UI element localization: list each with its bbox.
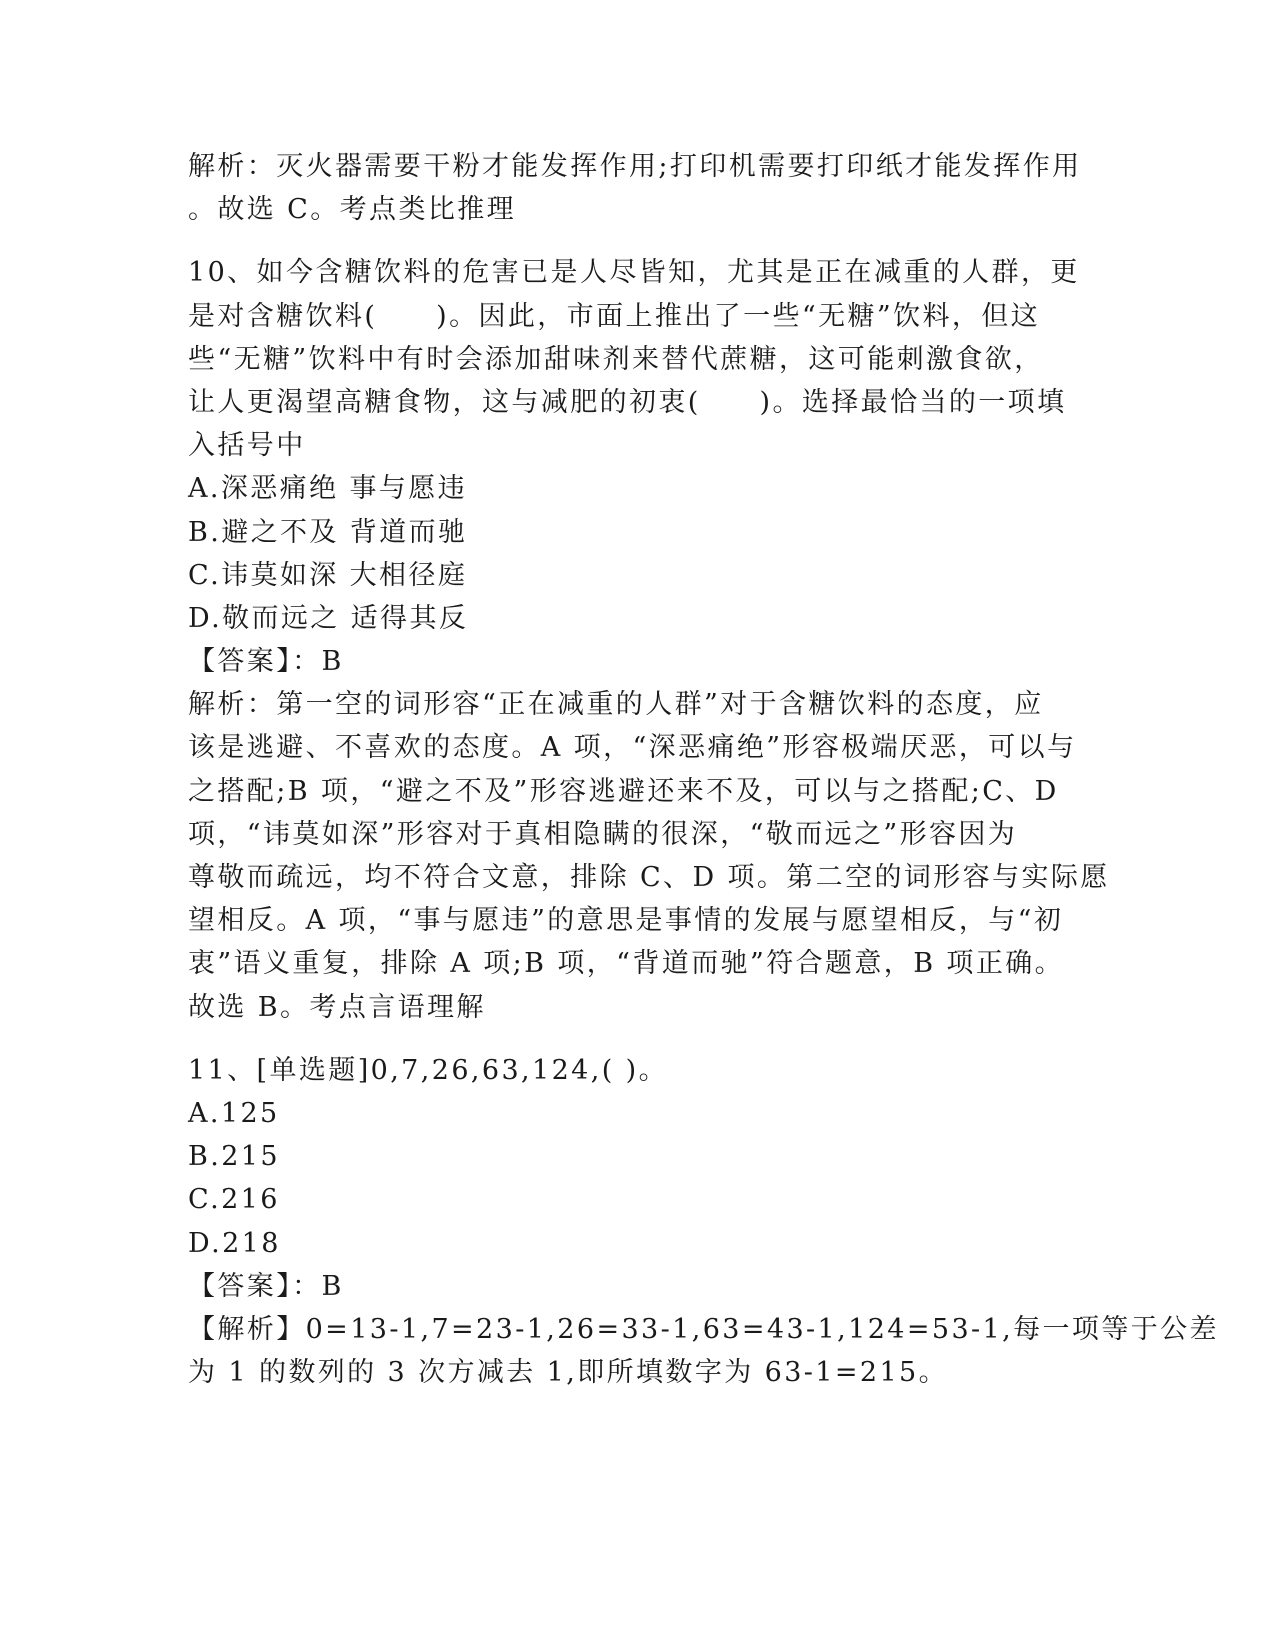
q10-analysis-line: 故选 B。考点言语理解 xyxy=(188,991,486,1023)
q10-analysis-line: 解析：第一空的词形容“正在减重的人群”对于含糖饮料的态度，应 xyxy=(188,689,1044,721)
q10-option-d: D.敬而远之 适得其反 xyxy=(188,602,469,634)
q10-analysis-line: 衷”语义重复，排除 A 项;B 项，“背道而驰”符合题意，B 项正确。 xyxy=(188,948,1065,980)
q10-option-a: A.深恶痛绝 事与愿违 xyxy=(188,473,468,505)
q10-option-c: C.讳莫如深 大相径庭 xyxy=(188,559,468,591)
q10-analysis-line: 项，“讳莫如深”形容对于真相隐瞒的很深，“敬而远之”形容因为 xyxy=(188,818,1018,850)
q9-analysis-line: 。故选 C。考点类比推理 xyxy=(188,194,517,226)
q11-answer: 【答案】：B xyxy=(188,1270,344,1302)
q9-analysis-line: 解析：灭火器需要干粉才能发挥作用;打印机需要打印纸才能发挥作用 xyxy=(188,151,1082,182)
question-11 xyxy=(188,1049,1219,1395)
q10-analysis-line: 之搭配;B 项，“避之不及”形容逃避还来不及，可以与之搭配;C、D xyxy=(188,775,1059,807)
paragraph-gap xyxy=(188,231,1083,251)
q11-analysis-line: 为 1 的数列的 3 次方减去 1,即所填数字为 63-1=215。 xyxy=(188,1357,949,1389)
q10-stem-line: 些“无糖”饮料中有时会添加甜味剂来替代蔗糖，这可能刺激食欲， xyxy=(188,343,1044,375)
q10-stem-line: 入括号中 xyxy=(188,430,306,462)
paragraph-gap xyxy=(188,1029,1083,1049)
q9-analysis xyxy=(188,145,1083,231)
q10-answer: 【答案】：B xyxy=(188,646,344,678)
q10-stem-line: 10、如今含糖饮料的危害已是人尽皆知，尤其是正在减重的人群，更 xyxy=(188,257,1080,289)
q11-option-b: B.215 xyxy=(188,1141,280,1173)
q10-analysis-line: 尊敬而疏远，均不符合文意，排除 C、D 项。第二空的词形容与实际愿 xyxy=(188,862,1110,893)
question-10 xyxy=(188,251,1110,1028)
document-page xyxy=(188,145,1219,1394)
q10-option-b: B.避之不及 背道而驰 xyxy=(188,516,468,548)
q10-stem-line: 让人更渴望高糖食物，这与减肥的初衷( )。选择最恰当的一项填 xyxy=(188,386,1067,418)
q10-analysis-line: 望相反。A 项，“事与愿违”的意思是事情的发展与愿望相反，与“初 xyxy=(188,905,1064,937)
q11-option-d: D.218 xyxy=(188,1227,281,1259)
q11-analysis-line: 【解析】0=13-1,7=23-1,26=33-1,63=43-1,124=53-1,每一项等于公差 xyxy=(188,1313,1219,1345)
q11-stem: 11、[单选题]0,7,26,63,124,( )。 xyxy=(188,1054,668,1086)
q10-analysis-line: 该是逃避、不喜欢的态度。A 项，“深恶痛绝”形容极端厌恶，可以与 xyxy=(188,732,1077,764)
q11-option-c: C.216 xyxy=(188,1184,280,1216)
q10-stem-line: 是对含糖饮料( )。因此，市面上推出了一些“无糖”饮料，但这 xyxy=(188,300,1041,332)
q11-option-a: A.125 xyxy=(188,1097,280,1129)
